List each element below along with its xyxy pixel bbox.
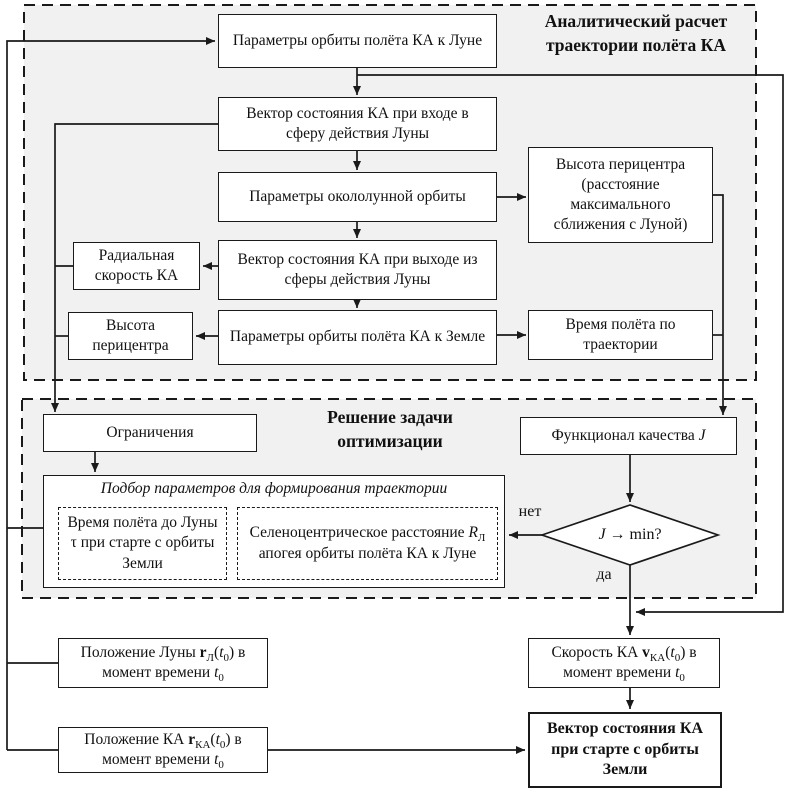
section-analytic-title: Аналитический расчет траектории полёта КА [544, 11, 728, 55]
param-selection-title: Подбор параметров для формирования траектории [100, 480, 448, 497]
edge-right-to-functional [713, 195, 723, 415]
box-state-at-start: Вектор состояния КА при старте с орбиты Земли [528, 712, 722, 788]
box-state-exit-moon-soi: Вектор состояния КА при выходе из сферы действия Луны [218, 240, 497, 300]
moon-position-vector: r [199, 643, 207, 661]
box-radial-velocity: Радиальная скорость КА [73, 242, 200, 290]
functional-J-symbol: J [698, 426, 706, 444]
box-pericenter-height-moon: Высота перицентра (расстояние максимального сближения с Луной) [528, 147, 713, 243]
decision-label: J → min? [598, 526, 662, 543]
box-flight-time-to-moon: Время полёта до Луны τ при старте с орбиты Земли [58, 507, 227, 580]
label-yes: да [596, 566, 612, 583]
label-no: нет [518, 503, 542, 520]
box-pericenter-height: Высота перицентра [68, 312, 193, 360]
box-orbit-to-moon: Параметры орбиты полёта КА к Луне [218, 14, 497, 68]
ka-position-vector: r [188, 730, 196, 748]
R-symbol: R [468, 524, 478, 542]
box-lunar-orbit-params: Параметры окололунной орбиты [218, 172, 497, 222]
box-ka-position: Положение КА $r_{КА}(t_0)$ в момент времени $t_0$ [58, 727, 268, 773]
box-ka-velocity: Скорость КА $v_{КА}(t_0)$ в момент времени $t_0$ [528, 638, 720, 688]
box-constraints: Ограничения [43, 414, 257, 452]
ka-velocity-vector: v [642, 643, 650, 661]
box-quality-functional: Функционал качества J [520, 417, 737, 455]
box-state-enter-moon-soi: Вектор состояния КА при входе в сферу действия Луны [218, 97, 497, 151]
box-param-selection [43, 475, 505, 588]
decision-J-symbol: J [598, 526, 606, 543]
box-moon-position: Положение Луны $r_Л(t_0)$ в момент времени $t_0$ [58, 638, 268, 688]
box-orbit-to-earth: Параметры орбиты полёта КА к Земле [218, 310, 497, 365]
section-optimization-title: Решение задачи оптимизации [327, 407, 453, 451]
box-selenocentric-distance: Селеноцентрическое расстояние $R_Л$ апогея орбиты полёта КА к Луне [237, 507, 498, 580]
box-flight-time: Время полёта по траектории [528, 310, 713, 360]
